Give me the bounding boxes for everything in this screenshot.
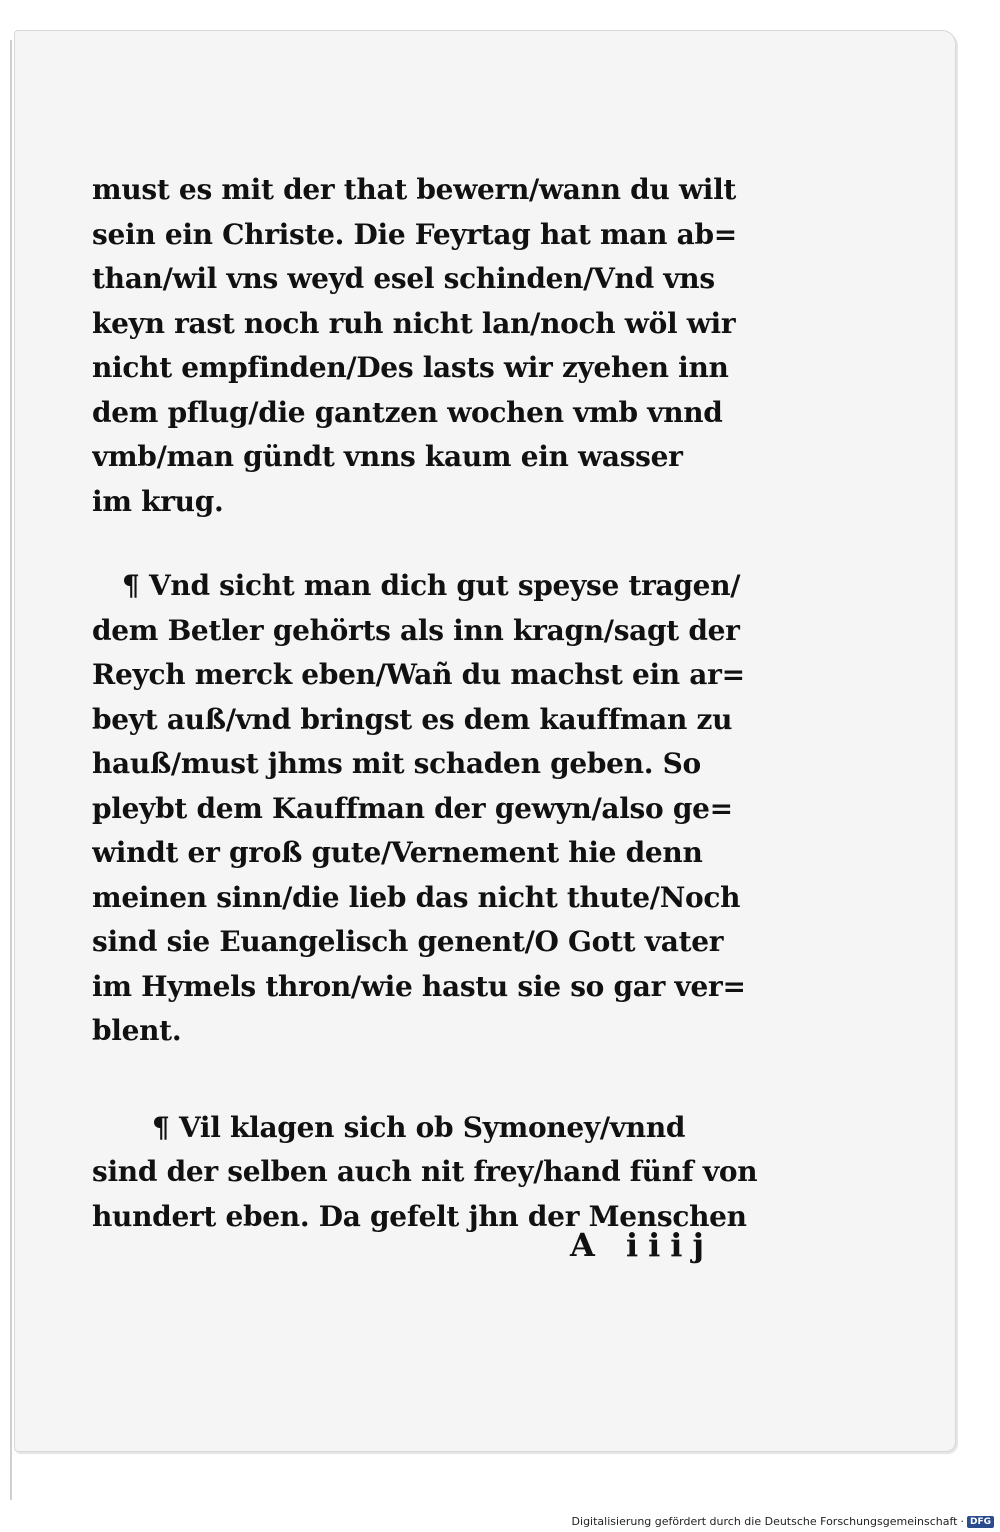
text-line: sein ein Christe. Die Feyrtag hat man ab= (92, 217, 737, 251)
footer-text: Digitalisierung gefördert durch die Deutsche Forschungsgemeinschaft (571, 1515, 958, 1528)
text-line: hundert eben. Da gefelt jhn der Menschen (92, 1199, 747, 1233)
text-line: nicht empfinden/Des lasts wir zyehen inn (92, 351, 729, 384)
signature-mark: A iiij (570, 1226, 715, 1264)
paragraph-gap (92, 1054, 792, 1106)
text-line: im krug. (92, 484, 224, 518)
dfg-logo-icon: DFG (967, 1516, 994, 1528)
text-line: meinen sinn/die lieb das nicht thute/Noch (92, 880, 741, 914)
text-line: hauß/must jhms mit schaden geben. So (92, 747, 701, 780)
text-line: windt er groß gute/Vernement hie denn (92, 836, 703, 869)
text-line: must es mit der that bewern/wann du wilt (92, 173, 737, 206)
page-edge (10, 40, 12, 1500)
text-line: blent. (92, 1014, 182, 1047)
text-line: vmb/man gündt vnns kaum ein wasser (92, 440, 683, 473)
text-line: im Hymels thron/wie hastu sie so gar ver= (92, 969, 746, 1003)
text-line: dem pflug/die gantzen wochen vmb vnnd (92, 395, 723, 429)
paragraph-3 (92, 1106, 792, 1240)
text-line: sind der selben auch nit frey/hand fünf von (92, 1155, 758, 1188)
text-line: Reych merck eben/Wañ du machst ein ar= (92, 658, 745, 691)
paragraph-gap (92, 524, 792, 564)
text-line: ¶ Vnd sicht man dich gut speyse tragen/ (122, 569, 741, 602)
text-line: than/wil vns weyd esel schinden/Vnd vns (92, 262, 715, 295)
footer (572, 1515, 994, 1528)
text-line: sind sie Euangelisch genent/O Gott vater (92, 925, 724, 958)
text-line: keyn rast noch ruh nicht lan/noch wöl wir (92, 306, 736, 340)
text-line: ¶ Vil klagen sich ob Symoney/vnnd (152, 1110, 686, 1144)
page-text (92, 168, 792, 1239)
paragraph-1 (92, 168, 792, 524)
paragraph-2 (92, 564, 792, 1054)
text-line: dem Betler gehörts als inn kragn/sagt der (92, 613, 740, 647)
footer-separator: · (960, 1515, 964, 1528)
text-line: beyt auß/vnd bringst es dem kauffman zu (92, 702, 733, 736)
text-line: pleybt dem Kauffman der gewyn/also ge= (92, 791, 733, 825)
